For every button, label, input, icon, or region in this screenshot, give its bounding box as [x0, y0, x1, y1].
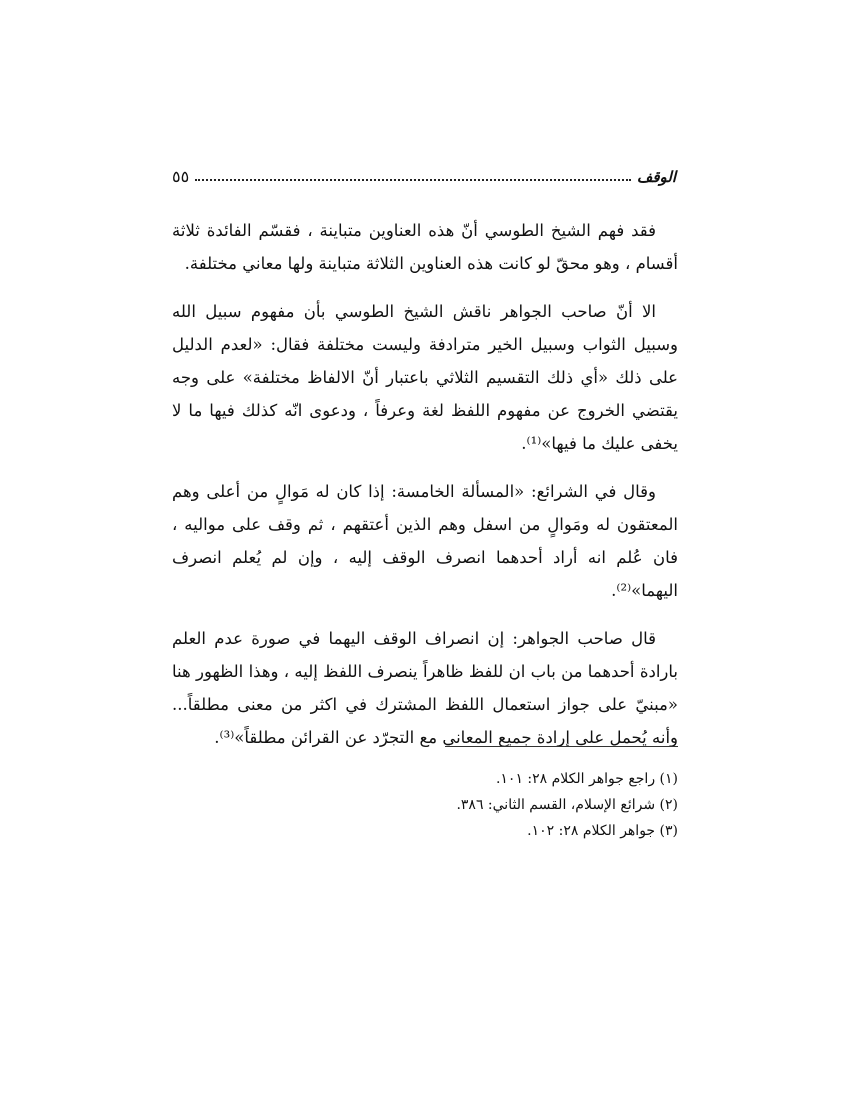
footnote-separator: [445, 746, 678, 747]
running-title: الوقف: [636, 168, 676, 186]
page-number: ٥٥: [172, 167, 190, 186]
footnotes: [350, 766, 678, 844]
leader-dots: [195, 173, 631, 181]
paragraph: فقد فهم الشيخ الطوسي أنّ هذه العناوين متباينة ، فقسّم الفائدة ثلاثة أقسام ، وهو محقّ لو كانت هذه العناوين الثلاثة متباينة ولها معاني مختلفة.: [172, 221, 678, 273]
footnote: (١) راجع جواهر الكلام ٢٨: ١٠١.: [495, 771, 678, 787]
running-header: [172, 156, 676, 186]
footnote: (٢) شرائع الإسلام، القسم الثاني: ٣٨٦.: [456, 797, 678, 813]
paragraph: الا أنّ صاحب الجواهر ناقش الشيخ الطوسي بأن مفهوم سبيل الله وسبيل الثواب وسبيل الخير مترادفة وليست مختلفة فقال: «لعدم الدليل على ذلك «أي ذلك التقسيم الثلاثي باعتبار أنّ الالفاظ مختلفة» على وجه يقتضي الخروج عن مفهوم اللفظ لغة وعرفاً ، ودعوى انّه كذلك فيها ما لا يخفى عليك ما فيها»⁽¹⁾.: [172, 302, 678, 453]
paragraph: وقال في الشرائع: «المسألة الخامسة: إذا كان له مَوالٍ من أعلى وهم المعتقون له ومَوالٍ من اسفل وهم الذين أعتقهم ، ثم وقف على مواليه ، فان عُلم انه أراد أحدهما انصرف الوقف إليه ، وإن لم يُعلم انصرف اليهما»⁽²⁾.: [172, 482, 678, 600]
main-text: [172, 214, 678, 769]
paragraph: قال صاحب الجواهر: إن انصراف الوقف اليهما في صورة عدم العلم بارادة أحدهما من باب ان للفظ ظاهراً ينصرف اللفظ إليه ، وهذا الظهور هنا «مبنيّ على جواز استعمال اللفظ المشترك في اكثر من معنى مطلقاً... وأنه يُحمل على إرادة جميع المعاني مع التجرّد عن القرائن مطلقاً»⁽³⁾.: [172, 629, 678, 747]
footnote: (٣) جواهر الكلام ٢٨: ١٠٢.: [527, 823, 678, 839]
